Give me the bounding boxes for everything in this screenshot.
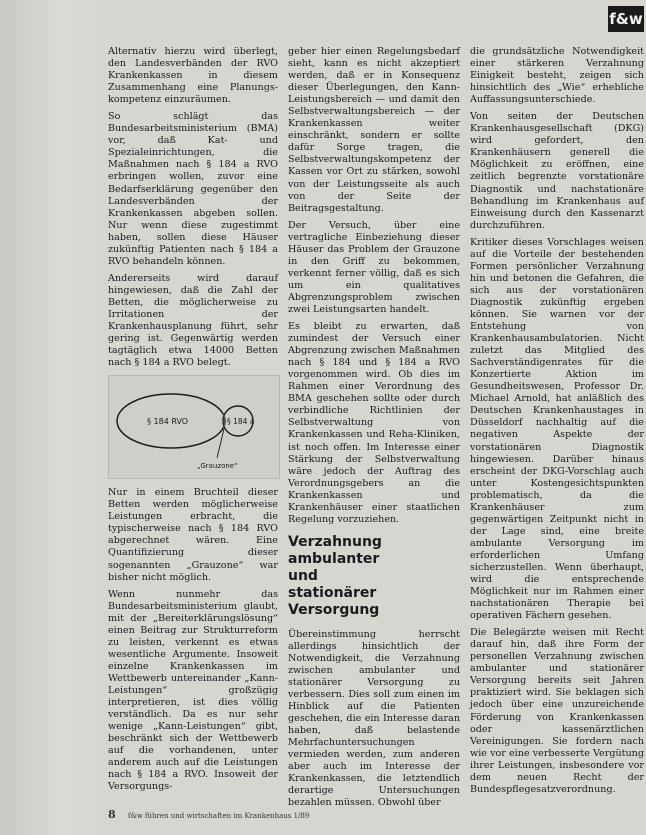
paragraph: Alternativ hierzu wird überlegt, den Landesverbänden der RVO Krankenkassen in diesem Zusammenhang eine Planungs-kompetenz einzuräumen. (108, 46, 278, 106)
paragraph: Andererseits wird darauf hingewiesen, daß die Zahl der Betten, die möglicherweise zu Irritationen der Krankenhausplanung führt, sehr gering ist. Gegenwärtig werden tagtäglich etwa 14000 Betten nach § 184 a RVO belegt. (108, 272, 278, 369)
paragraph: Von seiten der Deutschen Krankenhausgesellschaft (DKG) wird gefordert, den Krankenhäusern generell die Möglichkeit zu eröffnen, eine zeitlich begrenzte vorstationäre Diagnostik und nachstationäre Behandlung im Krankenhaus auf Einweisung durch den Kassenarzt durchzuführen. (470, 111, 644, 231)
paragraph: Es bleibt zu erwarten, daß zumindest der Versuch einer Abgrenzung zwischen Maßnahmen nach § 184 und § 184 a RVO vorgenommen wird. Ob dies im Rahmen einer Verordnung des BMA geschehen sollte oder durch verbindliche Richtlinien der Selbstverwaltung von Krankenkassen und Reha-Kliniken, ist noch offen. Im Interesse einer Stärkung der Selbstverwaltung wäre jedoch der Auftrag des Verordnungsgebers an die Krankenkassen und Krankenhäuser einer staatlichen Regelung vorzuziehen. (288, 321, 460, 525)
paragraph: Kritiker dieses Vorschlages weisen auf die Vorteile der bestehenden Formen persönlicher Verzahnung hin und betonen die Gefahren, die sich aus der vorstationären Diagnostik zukünftig ergeben können. Sie warnen vor der Entstehung von Krankenhausambulatorien. Nicht zuletzt das Mitglied des Sachverständigenrates für die Konzertierte Aktion im Gesundheitswesen, Professor Dr. Michael Arnold, hat anläßlich des Deutschen Krankenhaustages in Düsseldorf nachhaltig auf die negativen Aspekte der vorstationären Diagnostik hingewiesen. Darüber hinaus erscheint der DKG-Vorschlag auch unter Kostengesichtspunkten problematisch, da die Krankenhäuser zum gegenwärtigen Zeitpunkt nicht in der Lage sind, eine breite ambulante Versorgung im erforderlichen Umfang sicherzustellen. Wenn überhaupt, wird die entsprechende Möglichkeit nur im Rahmen einer nachstationären Therapie bei operativen Fächern gesehen. (470, 236, 644, 622)
paragraph: So schlägt das Bundesarbeitsministerium (BMA) vor, daß Kat- und Spezialeinrichtungen, die Maßnahmen nach § 184 a RVO erbringen wollen, zuvor eine Bedarfserklärung gegenüber den Landesverbänden der Krankenkassen abgeben sollen. Nur wenn diese zugestimmt haben, sollen diese Häuser zukünftig Patienten nach § 184 a RVO behandeln können. (108, 111, 278, 267)
rvo-184-label: § 184 RVO (147, 417, 189, 427)
text-column-1 (108, 46, 278, 798)
paragraph: Übereinstimmung herrscht allerdings hinsichtlich der Notwendigkeit, die Verzahnung zwischen ambulanter und stationärer Versorgung zu verbessern. Dies soll zum einen im Hinblick auf die Patienten geschehen, die ein Interesse daran haben, daß belastende Mehrfachuntersuchungen vermieden werden, zum anderen aber auch im Interesse der Krankenkassen, die letztendlich derartige Untersuchungen bezahlen müssen. Obwohl über (288, 628, 460, 809)
paragraph: Wenn nunmehr das Bundesarbeitsministerium glaubt, mit der „Bereiterklärungslösung“ einen Beitrag zur Strukturreform zu leisten, verkennt es etwas wesentliche Argumente. Insoweit einzelne Krankenkassen im Wettbewerb untereinander „Kann-Leistungen“ großzügig interpretieren, ist dies völlig verständlich. Da es nur sehr wenige „Kann-Leistungen“ gibt, beschränkt sich der Wettbewerb auf die vorhandenen, unter anderem auch auf die Leistungen nach § 184 a RVO. Insoweit der Versorgungs- (108, 588, 278, 793)
rvo-184a-label: § 184 a (227, 417, 255, 427)
grauzone-diagram (108, 375, 280, 479)
text-column-3 (470, 46, 644, 801)
section-heading (288, 534, 460, 619)
paragraph: Die Belegärzte weisen mit Recht darauf hin, daß ihre Form der personellen Verzahnung zwischen ambulanter und stationärer Versorgung bereits seit Jahren praktiziert wird. Sie beklagen sich jedoch über eine unzureichende Förderung von Krankenkassen oder kassenärztlichen Vereinigungen. Sie fordern nach wie vor eine verbesserte Vergütung ihrer Leistungen, insbesondere vor dem neuen Recht der Bundespflegesatzverordnung. (470, 627, 644, 795)
section-heading-line: Verzahnung ambulanter (288, 533, 382, 567)
page-footer (108, 808, 309, 821)
magazine-logo: f&w (608, 6, 644, 32)
footer-source: f&w führen und wirtschaften im Krankenhaus 1/89 (127, 812, 310, 820)
grauzone-label: „Grauzone“ (197, 462, 238, 471)
scan-edge (0, 0, 100, 835)
section-heading-line: stationärer Versorgung (288, 584, 380, 618)
paragraph: Nur in einem Bruchteil dieser Betten werden möglicherweise Leistungen erbracht, die typischerweise nach § 184 RVO abgerechnet wären. Eine Quantifizierung dieser sogenannten „Grauzone“ war bisher nicht möglich. (108, 487, 278, 583)
grauzone-pointer (217, 429, 224, 458)
overlap-diagram-svg (109, 376, 279, 478)
section-heading-line: und (288, 567, 318, 584)
paragraph: die grundsätzliche Notwendigkeit einer stärkeren Verzahnung Einigkeit besteht, zeigen sich hinsichtlich des „Wie“ erhebliche Auffassungsunterschiede. (470, 46, 644, 106)
page-number: 8 (108, 808, 116, 821)
paragraph: geber hier einen Regelungsbedarf sieht, kann es nicht akzeptiert werden, daß er in Konsequenz dieser Überlegungen, den Kann-Leistungsbereich — und damit den Selbstverwaltungsbereich — der Krankenkassen weiter einschränkt, sondern er sollte dafür Sorge tragen, die Selbstverwaltungskompetenz der Kassen vor Ort zu stärken, sowohl von der Leistungsseite als auch von der Seite der Beitragsgestaltung. (288, 46, 460, 214)
text-column-2 (288, 46, 460, 815)
paragraph: Der Versuch, über eine vertragliche Einbeziehung dieser Häuser das Problem der Grauzone in den Griff zu bekommen, verkennt ferner völlig, daß es sich um ein qualitatives Abgrenzungsproblem zwischen zwei Leistungsarten handelt. (288, 219, 460, 315)
